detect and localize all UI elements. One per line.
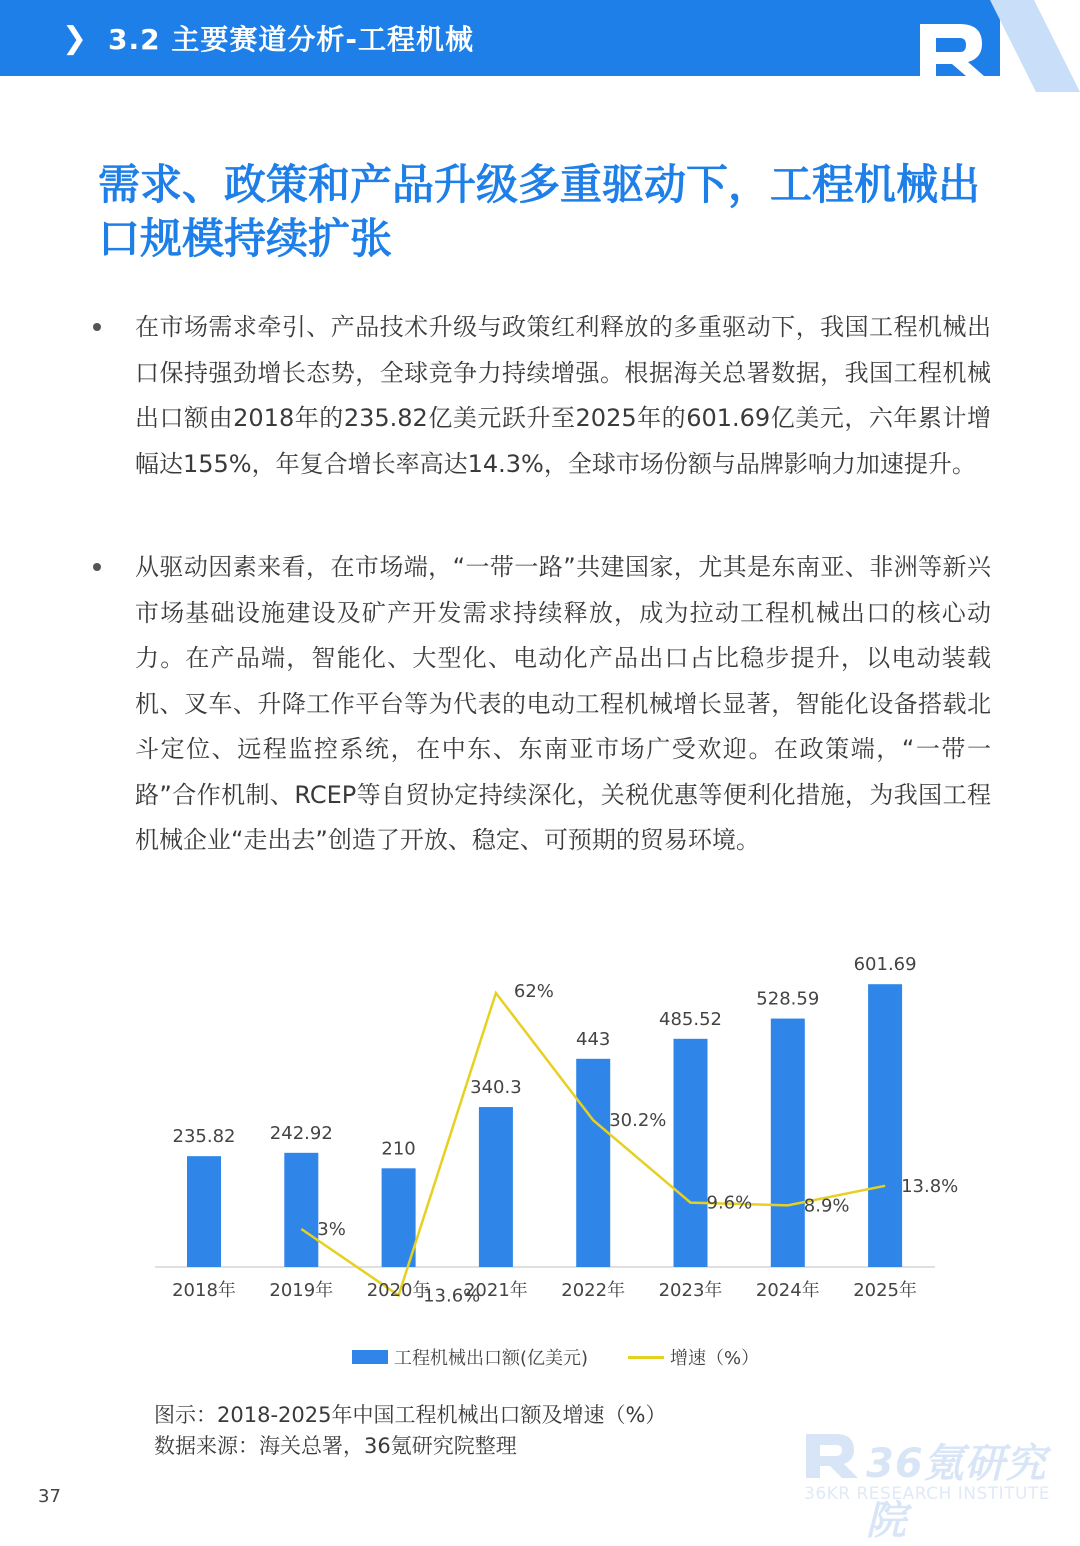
bar-7 [868,984,902,1267]
figure-caption: 图示：2018-2025年中国工程机械出口额及增速（%） [154,1403,667,1427]
brand-logo [910,0,1080,92]
x-tick-label-4: 2022年 [561,1280,626,1301]
x-tick-label-0: 2018年 [172,1280,236,1301]
source-caption: 数据来源：海关总署，36氪研究院整理 [154,1434,517,1458]
bar-5 [674,1039,708,1267]
bar-value-label-6: 528.59 [756,988,820,1010]
growth-label-5: 9.6% [706,1192,753,1214]
watermark-r-icon [802,1430,862,1480]
chevron-right-icon: ❯ [62,21,88,56]
bullet-icon [93,563,101,571]
x-tick-label-3: 2021年 [463,1280,528,1301]
bar-value-label-4: 443 [576,1028,611,1050]
x-tick-label-7: 2025年 [853,1280,918,1301]
bar-value-label-1: 242.92 [269,1122,333,1144]
x-tick-labels [172,1279,917,1301]
watermark-en: 36KR RESEARCH INSTITUTE [804,1484,1051,1504]
bar-0 [187,1156,221,1267]
bar-value-label-5: 485.52 [659,1008,722,1030]
growth-label-3: 62% [513,981,554,1002]
page-number: 37 [38,1486,61,1507]
growth-label-2: -13.6% [416,1285,481,1307]
watermark-cn: 36氪研究院 [866,1441,1047,1544]
legend-line-label: 增速（%） [670,1348,760,1369]
bar-value-label-3: 340.3 [470,1077,522,1099]
legend-bar-swatch [352,1350,388,1364]
section-title: 3.2 主要赛道分析-工程机械 [108,23,474,56]
bar-value-label-0: 235.82 [172,1126,236,1148]
x-tick-label-2: 2020年 [366,1280,431,1301]
growth-label-4: 30.2% [609,1110,667,1132]
legend-line-swatch [628,1356,664,1359]
paragraph-1: 在市场需求牵引、产品技术升级与政策红利释放的多重驱动下，我国工程机械出口保持强劲增长态势，全球竞争力持续增强。根据海关总署数据，我国工程机械出口额由2018年的235.82亿美元跃升至2025年的601.69亿美元，六年累计增幅达155%，年复合增长率高达14.3%，全球市场份额与品牌影响力加速提升。 [135,313,991,478]
bar-value-label-7: 601.69 [853,954,917,976]
bullet-icon [93,323,101,331]
growth-label-1: 3% [317,1219,346,1240]
bar-2 [382,1168,416,1267]
bar-4 [576,1059,610,1267]
page-title: 需求、政策和产品升级多重驱动下，工程机械出口规模持续扩张 [98,160,981,263]
x-tick-label-1: 2019年 [269,1280,334,1301]
chart-legend [352,1346,759,1368]
watermark-logo [802,1430,1052,1544]
bar-3 [479,1107,513,1267]
bar-1 [284,1153,318,1267]
growth-label-7: 13.8% [901,1175,959,1197]
export-chart [0,940,1080,1340]
x-tick-label-6: 2024年 [755,1280,820,1301]
x-tick-label-5: 2023年 [658,1280,723,1301]
growth-label-6: 8.9% [803,1195,850,1217]
legend-bar-label: 工程机械出口额(亿美元) [394,1348,589,1369]
bar-6 [771,1019,805,1267]
paragraph-2: 从驱动因素来看，在市场端，“一带一路”共建国家，尤其是东南亚、非洲等新兴市场基础设施建设及矿产开发需求持续释放，成为拉动工程机械出口的核心动力。在产品端，智能化、大型化、电动化产品出口占比稳步提升，以电动装载机、叉车、升降工作平台等为代表的电动工程机械增长显著，智能化设备搭载北斗定位、远程监控系统，在中东、东南亚市场广受欢迎。在政策端，“一带一路”合作机制、RCEP等自贸协定持续深化，关税优惠等便利化措施，为我国工程机械企业“走出去”创造了开放、稳定、可预期的贸易环境。 [135,553,991,854]
bar-value-label-2: 210 [381,1138,416,1160]
